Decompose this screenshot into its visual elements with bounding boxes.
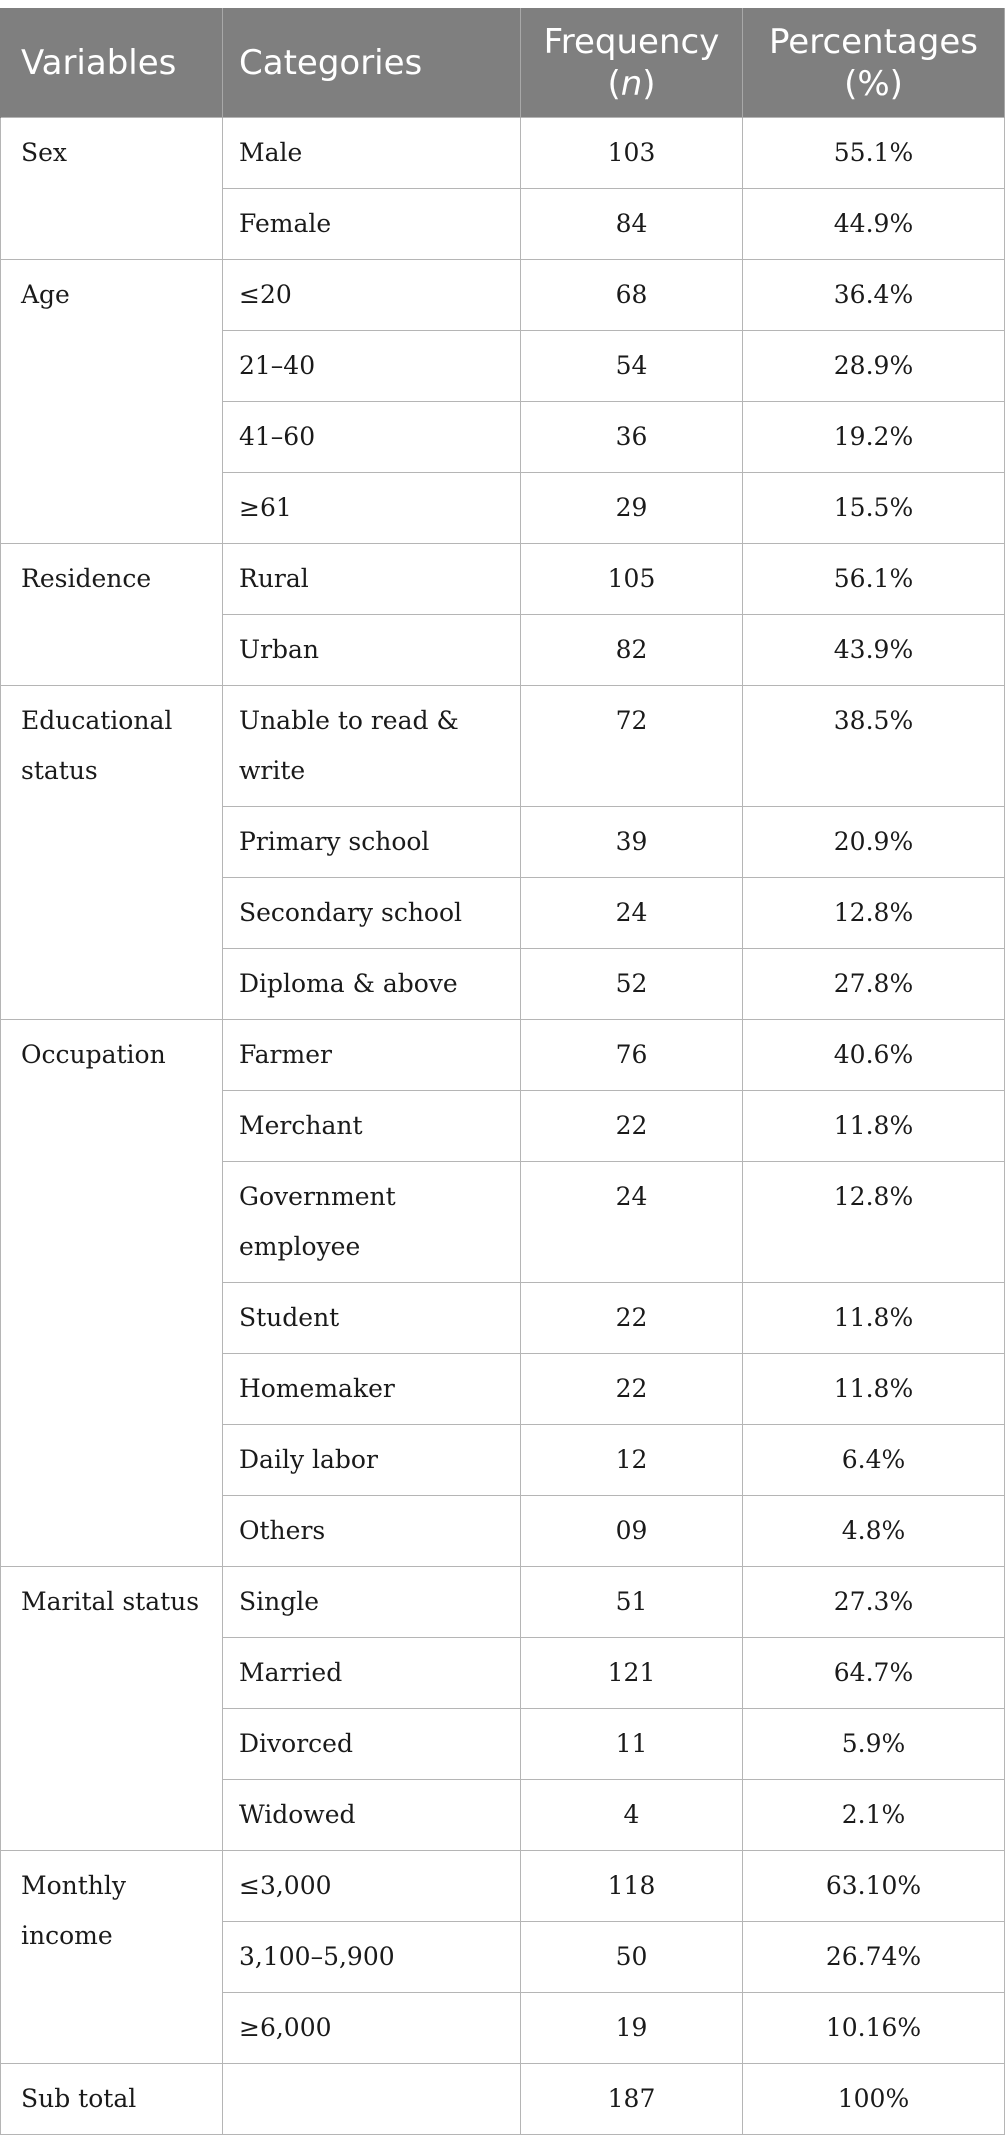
frequency-cell: 118 (521, 1851, 743, 1922)
category-cell: ≥61 (223, 473, 521, 544)
percentage-cell: 36.4% (743, 260, 1005, 331)
percentage-cell: 2.1% (743, 1780, 1005, 1851)
header-percentages-label: Percentages (769, 21, 978, 62)
variable-cell: Residence (1, 544, 223, 686)
sociodemographic-table (0, 8, 1005, 2135)
frequency-cell: 50 (521, 1922, 743, 1993)
header-variables: Variables (1, 8, 223, 118)
frequency-cell: 09 (521, 1496, 743, 1567)
frequency-cell: 4 (521, 1780, 743, 1851)
percentage-cell: 40.6% (743, 1020, 1005, 1091)
frequency-cell: 52 (521, 949, 743, 1020)
variable-cell: Occupation (1, 1020, 223, 1567)
category-cell: 41–60 (223, 402, 521, 473)
category-cell: Homemaker (223, 1354, 521, 1425)
category-cell: Married (223, 1638, 521, 1709)
category-cell: Government employee (223, 1162, 521, 1283)
variable-cell: Monthly income (1, 1851, 223, 2064)
percentage-cell: 11.8% (743, 1091, 1005, 1162)
table-row (1, 544, 1005, 615)
variable-cell: Sex (1, 118, 223, 260)
frequency-cell: 39 (521, 807, 743, 878)
category-cell: Divorced (223, 1709, 521, 1780)
table-row (1, 2064, 1005, 2135)
percentage-cell: 28.9% (743, 331, 1005, 402)
category-cell: Daily labor (223, 1425, 521, 1496)
percentage-cell: 43.9% (743, 615, 1005, 686)
category-cell: Unable to read & write (223, 686, 521, 807)
frequency-cell: 187 (521, 2064, 743, 2135)
category-cell: ≥6,000 (223, 1993, 521, 2064)
category-cell: Merchant (223, 1091, 521, 1162)
frequency-cell: 103 (521, 118, 743, 189)
percentage-cell: 11.8% (743, 1354, 1005, 1425)
category-cell: Others (223, 1496, 521, 1567)
frequency-cell: 76 (521, 1020, 743, 1091)
frequency-cell: 68 (521, 260, 743, 331)
frequency-cell: 22 (521, 1354, 743, 1425)
table-row (1, 1020, 1005, 1091)
table-row (1, 1567, 1005, 1638)
frequency-cell: 24 (521, 1162, 743, 1283)
header-frequency (521, 8, 743, 118)
frequency-cell: 11 (521, 1709, 743, 1780)
percentage-cell: 5.9% (743, 1709, 1005, 1780)
header-categories: Categories (223, 8, 521, 118)
header-percentages (743, 8, 1005, 118)
frequency-cell: 12 (521, 1425, 743, 1496)
percentage-cell: 10.16% (743, 1993, 1005, 2064)
percentage-cell: 15.5% (743, 473, 1005, 544)
percentage-cell: 27.3% (743, 1567, 1005, 1638)
table-row (1, 118, 1005, 189)
frequency-cell: 29 (521, 473, 743, 544)
category-cell (223, 2064, 521, 2135)
header-frequency-label: Frequency (543, 21, 720, 62)
frequency-cell: 24 (521, 878, 743, 949)
header-frequency-unit: (n) (607, 63, 656, 104)
table-body (1, 118, 1005, 2135)
category-cell: 21–40 (223, 331, 521, 402)
frequency-cell: 82 (521, 615, 743, 686)
percentage-cell: 63.10% (743, 1851, 1005, 1922)
header-frequency-n: n (620, 63, 643, 104)
category-cell: Student (223, 1283, 521, 1354)
variable-cell: Marital status (1, 1567, 223, 1851)
header-row (1, 8, 1005, 118)
percentage-cell: 19.2% (743, 402, 1005, 473)
percentage-cell: 12.8% (743, 1162, 1005, 1283)
percentage-cell: 12.8% (743, 878, 1005, 949)
variable-cell: Sub total (1, 2064, 223, 2135)
category-cell: Single (223, 1567, 521, 1638)
percentage-cell: 56.1% (743, 544, 1005, 615)
category-cell: Male (223, 118, 521, 189)
category-cell: Urban (223, 615, 521, 686)
data-table-container (0, 8, 1004, 2135)
percentage-cell: 100% (743, 2064, 1005, 2135)
frequency-cell: 22 (521, 1091, 743, 1162)
category-cell: Female (223, 189, 521, 260)
frequency-cell: 121 (521, 1638, 743, 1709)
percentage-cell: 4.8% (743, 1496, 1005, 1567)
category-cell: 3,100–5,900 (223, 1922, 521, 1993)
frequency-cell: 84 (521, 189, 743, 260)
variable-cell: Age (1, 260, 223, 544)
category-cell: Widowed (223, 1780, 521, 1851)
percentage-cell: 38.5% (743, 686, 1005, 807)
variable-cell: Educational status (1, 686, 223, 1020)
percentage-cell: 64.7% (743, 1638, 1005, 1709)
header-percentages-unit: (%) (844, 63, 903, 104)
percentage-cell: 6.4% (743, 1425, 1005, 1496)
table-row (1, 260, 1005, 331)
category-cell: Farmer (223, 1020, 521, 1091)
category-cell: Diploma & above (223, 949, 521, 1020)
table-header (1, 8, 1005, 118)
table-row (1, 1851, 1005, 1922)
percentage-cell: 11.8% (743, 1283, 1005, 1354)
percentage-cell: 26.74% (743, 1922, 1005, 1993)
category-cell: ≤3,000 (223, 1851, 521, 1922)
category-cell: Rural (223, 544, 521, 615)
table-row (1, 686, 1005, 807)
percentage-cell: 44.9% (743, 189, 1005, 260)
category-cell: ≤20 (223, 260, 521, 331)
percentage-cell: 27.8% (743, 949, 1005, 1020)
frequency-cell: 51 (521, 1567, 743, 1638)
frequency-cell: 105 (521, 544, 743, 615)
frequency-cell: 36 (521, 402, 743, 473)
frequency-cell: 22 (521, 1283, 743, 1354)
frequency-cell: 19 (521, 1993, 743, 2064)
frequency-cell: 72 (521, 686, 743, 807)
percentage-cell: 20.9% (743, 807, 1005, 878)
category-cell: Primary school (223, 807, 521, 878)
percentage-cell: 55.1% (743, 118, 1005, 189)
frequency-cell: 54 (521, 331, 743, 402)
category-cell: Secondary school (223, 878, 521, 949)
